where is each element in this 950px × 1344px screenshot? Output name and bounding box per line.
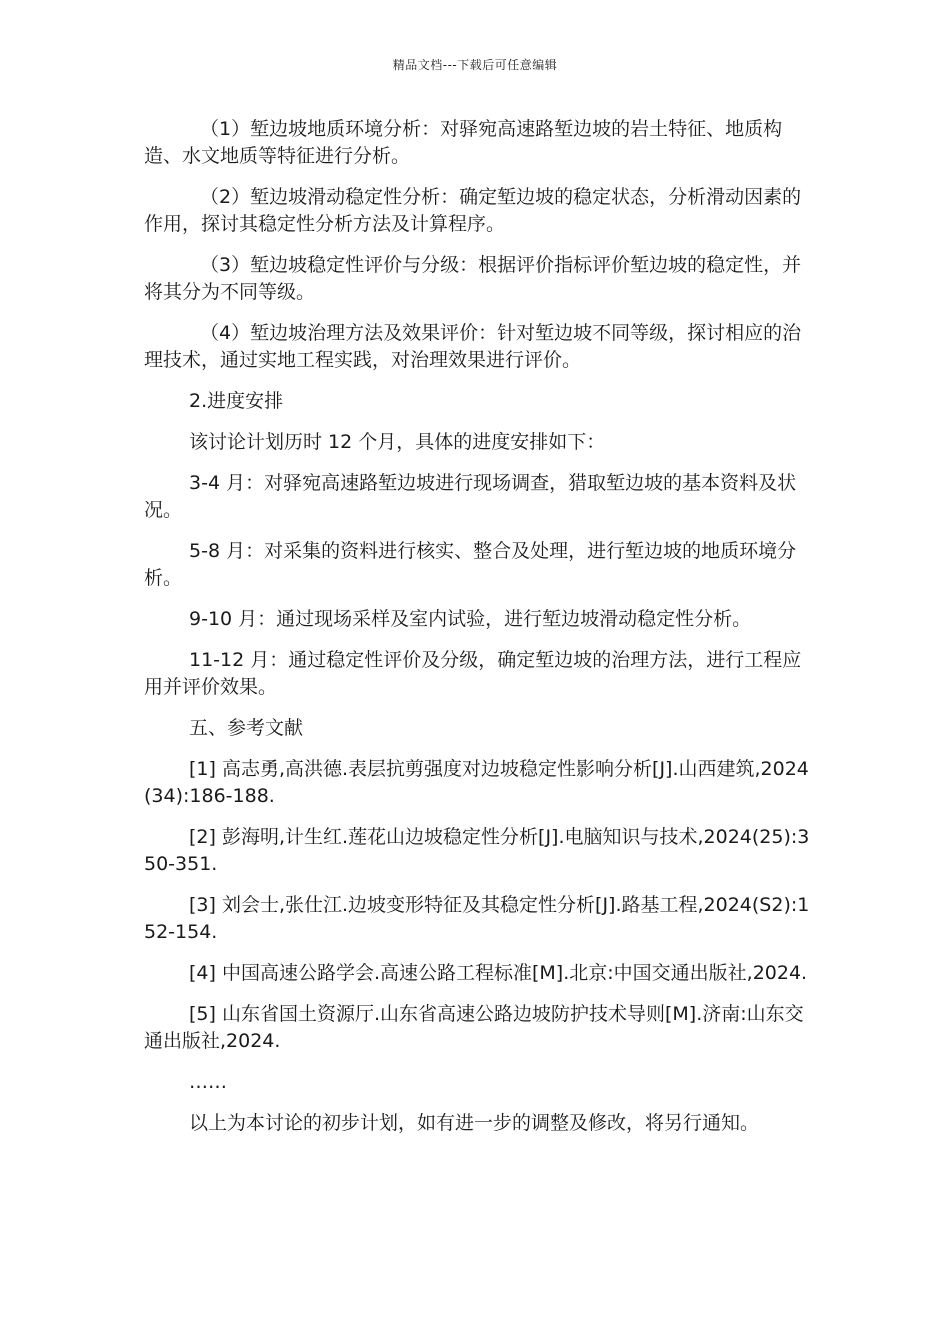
paragraph-closing: 以上为本讨论的初步计划，如有进一步的调整及修改，将另行通知。 [189, 1112, 760, 1134]
paragraph-task-4: （4）堑边坡治理方法及效果评价：针对堑边坡不同等级，探讨相应的治理技术，通过实地工程实践，对治理效果进行评价。 [144, 322, 802, 371]
reference-item-3: [3] 刘会士,张仕江.边坡变形特征及其稳定性分析[J].路基工程,2024(S2):152-154. [144, 894, 810, 943]
paragraph-schedule-5-8: 5-8 月：对采集的资料进行核实、整合及处理，进行堑边坡的地质环境分析。 [144, 540, 797, 589]
paragraph-schedule-3-4: 3-4 月：对驿宛高速路堑边坡进行现场调查，猎取堑边坡的基本资料及状况。 [144, 472, 797, 521]
paragraph-task-2: （2）堑边坡滑动稳定性分析：确定堑边坡的稳定状态，分析滑动因素的作用，探讨其稳定性分析方法及计算程序。 [144, 186, 802, 235]
paragraph-schedule-11-12: 11-12 月：通过稳定性评价及分级，确定堑边坡的治理方法，进行工程应用并评价效果。 [144, 649, 802, 698]
section-heading-schedule: 2.进度安排 [189, 390, 284, 412]
paragraph-schedule-9-10: 9-10 月：通过现场采样及室内试验，进行堑边坡滑动稳定性分析。 [189, 608, 752, 630]
paragraph-task-1: （1）堑边坡地质环境分析：对驿宛高速路堑边坡的岩土特征、地质构造、水文地质等特征进行分析。 [144, 118, 783, 167]
page-header: 精品文档---下载后可任意编辑 [392, 58, 558, 72]
paragraph-schedule-intro: 该讨论计划历时 12 个月，具体的进度安排如下： [189, 431, 606, 453]
document-body [144, 116, 816, 1151]
reference-item-5: [5] 山东省国土资源厅.山东省高速公路边坡防护技术导则[M].济南:山东交通出版社,2024. [144, 1003, 804, 1052]
paragraph-task-3: （3）堑边坡稳定性评价与分级：根据评价指标评价堑边坡的稳定性，并将其分为不同等级。 [144, 254, 802, 303]
ellipsis: …… [189, 1071, 227, 1093]
reference-item-2: [2] 彭海明,计生红.莲花山边坡稳定性分析[J].电脑知识与技术,2024(25):350-351. [144, 826, 810, 875]
reference-item-1: [1] 高志勇,高洪德.表层抗剪强度对边坡稳定性影响分析[J].山西建筑,2024(34):186-188. [144, 758, 809, 807]
reference-item-4: [4] 中国高速公路学会.高速公路工程标准[M].北京:中国交通出版社,2024. [189, 962, 808, 984]
section-heading-references: 五、参考文献 [189, 717, 304, 739]
